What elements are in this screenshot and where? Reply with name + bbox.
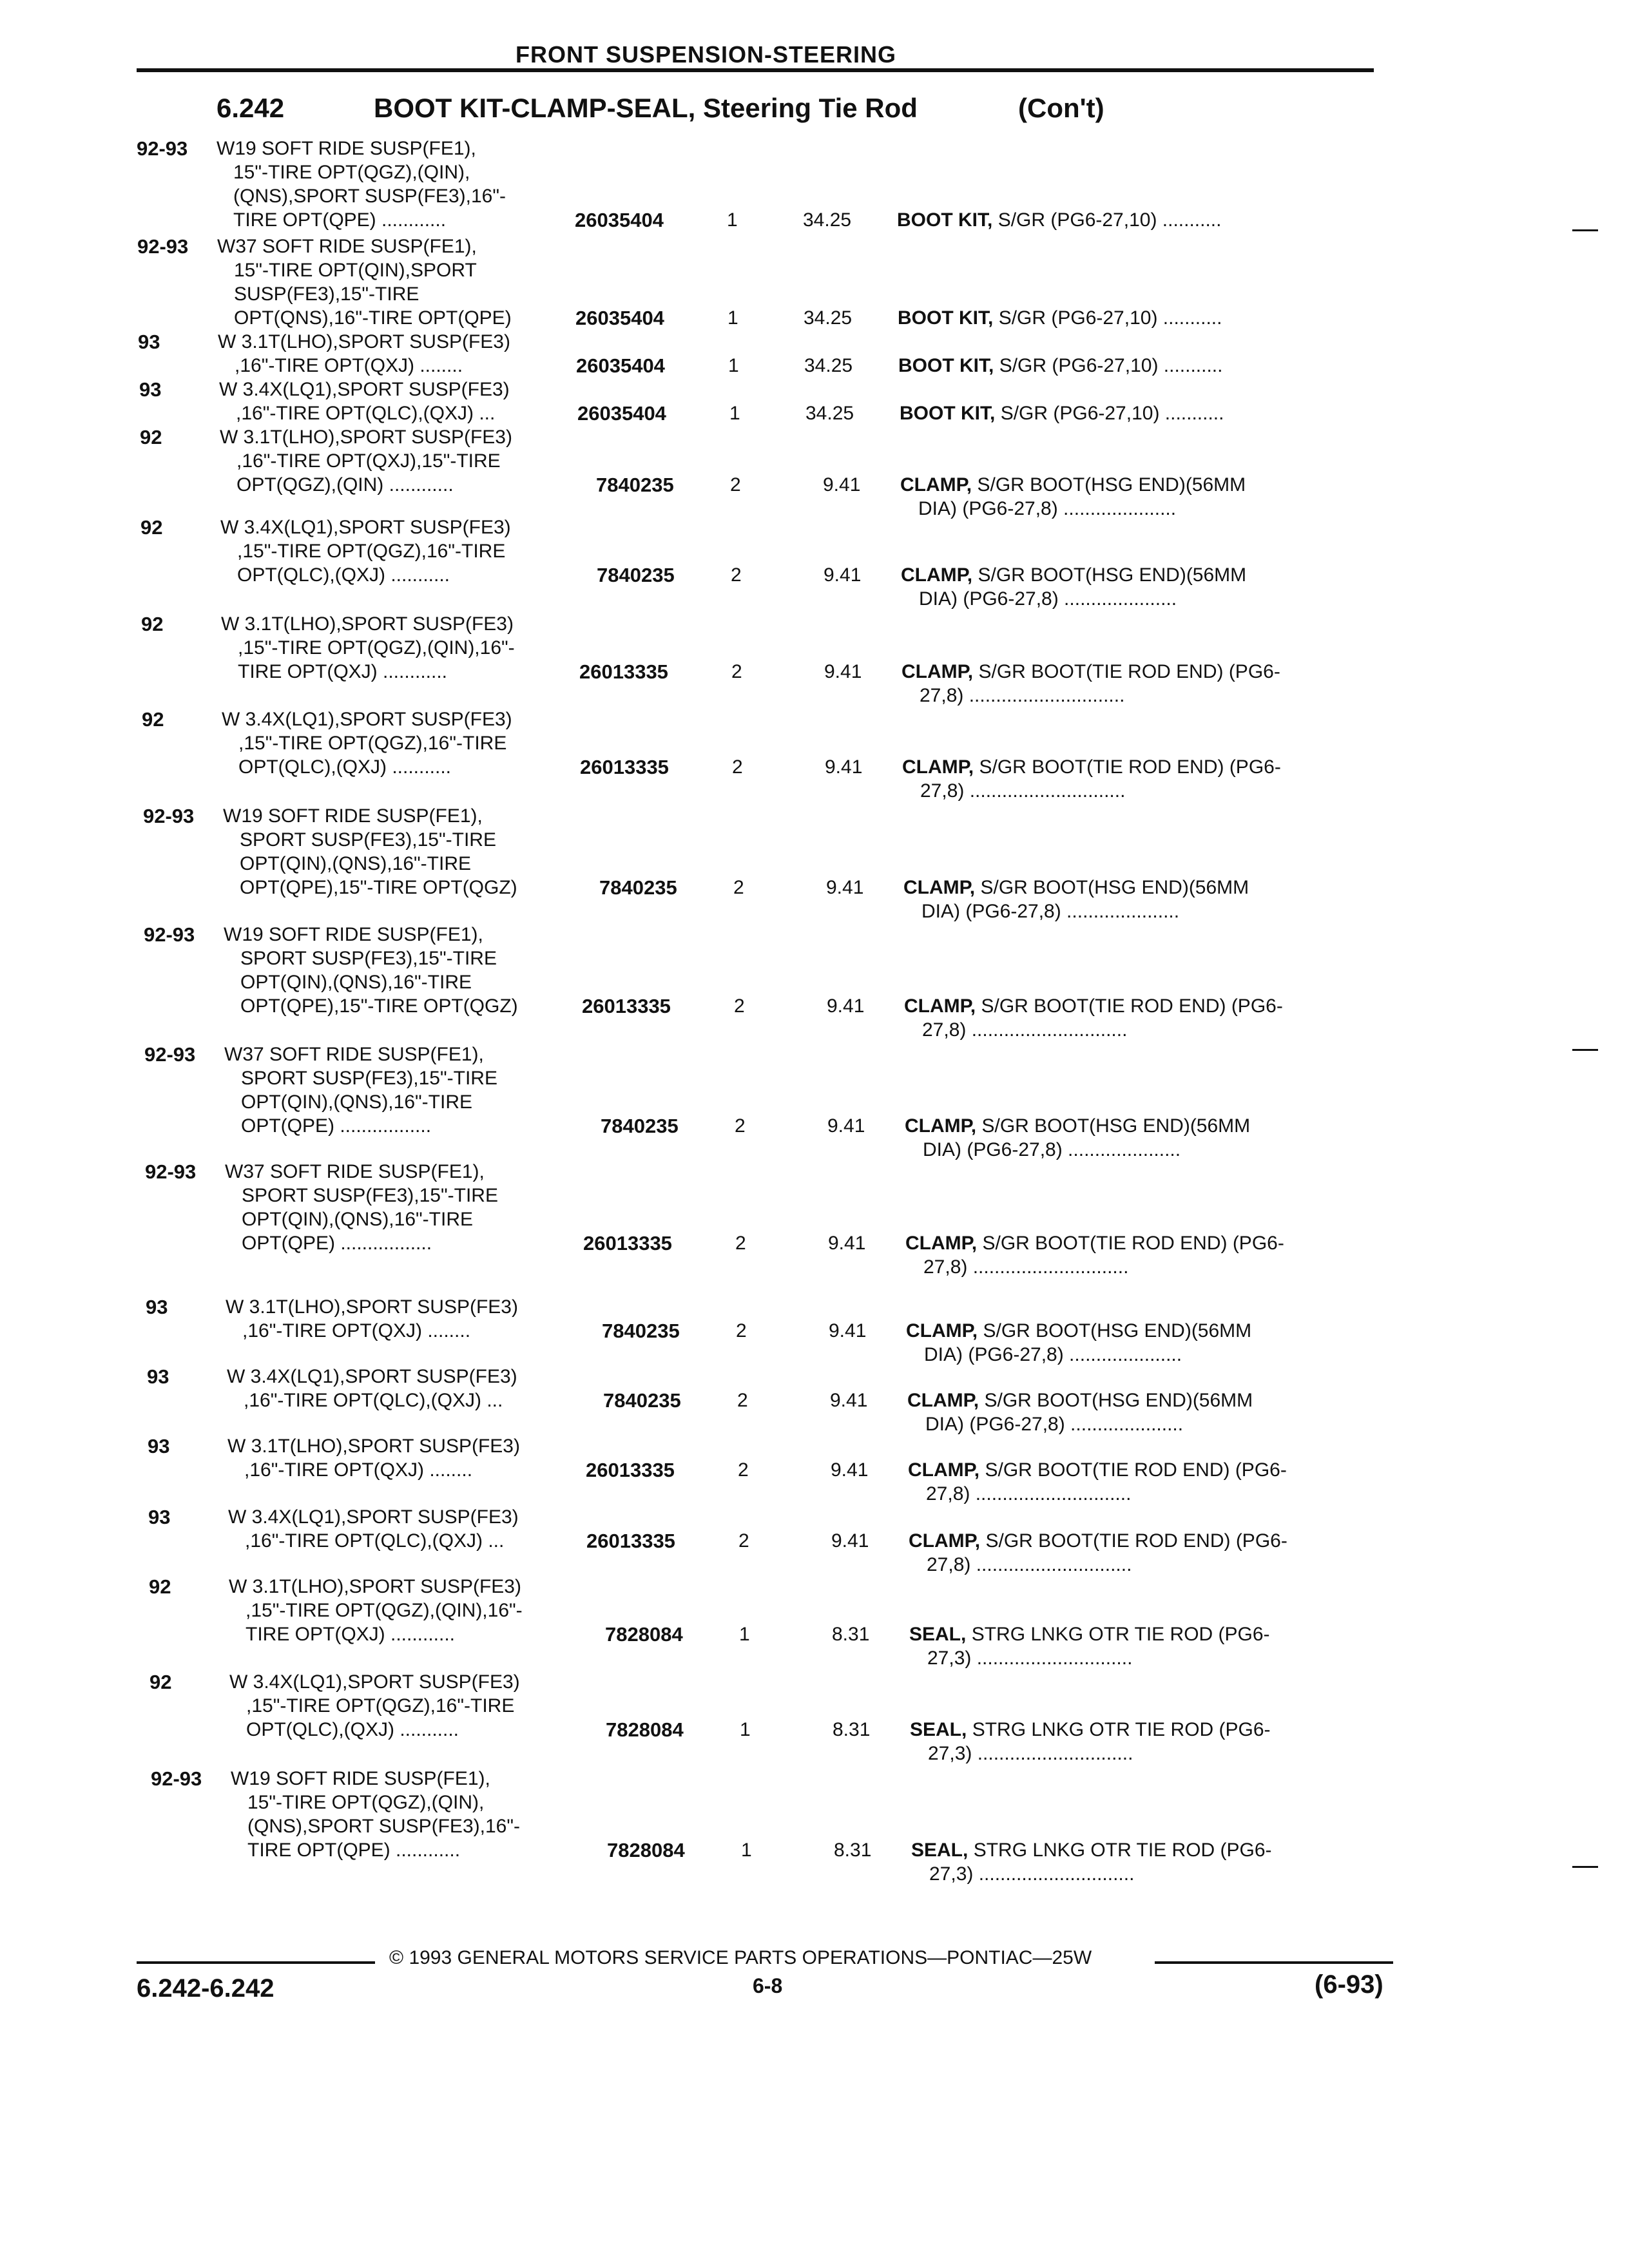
margin-mark (1572, 1049, 1598, 1051)
application-description-line: OPT(QLC),(QXJ) ........... (246, 1719, 459, 1740)
part-line (904, 994, 1283, 1019)
application-description-line: OPT(QPE),15"-TIRE OPT(QGZ) (240, 877, 517, 898)
application-description-line: ,16"-TIRE OPT(QLC),(QXJ) ... (236, 403, 496, 424)
quantity: 1 (727, 209, 738, 231)
part-line (901, 563, 1246, 588)
application-description-line: TIRE OPT(QPE) ............ (233, 209, 447, 231)
application-description-line: SUSP(FE3),15"-TIRE (234, 284, 419, 305)
application-description-line: W 3.4X(LQ1),SPORT SUSP(FE3) (227, 1366, 517, 1387)
application-description-line: OPT(QPE) ................. (241, 1115, 432, 1137)
application-description-line: W 3.1T(LHO),SPORT SUSP(FE3) (229, 1576, 521, 1597)
part-name: CLAMP, (906, 1320, 978, 1341)
part-line (905, 1114, 1250, 1139)
model-years: 92-93 (151, 1767, 202, 1790)
price: 9.41 (827, 995, 865, 1017)
part-line-continued: 27,3) ............................. (929, 1863, 1135, 1885)
footer-page-number: 6-8 (753, 1974, 783, 1997)
model-years: 92 (141, 613, 164, 635)
footer-date: (6-93) (1315, 1970, 1383, 1999)
application-description-line: OPT(QLC),(QXJ) ........... (237, 564, 450, 586)
part-number: 7840235 (603, 1389, 681, 1412)
price: 8.31 (833, 1719, 871, 1740)
price: 9.41 (831, 1530, 869, 1552)
part-number: 26035404 (577, 402, 666, 425)
price: 8.31 (832, 1624, 870, 1645)
part-line (906, 1319, 1251, 1343)
application-description-line: ,16"-TIRE OPT(QLC),(QXJ) ... (245, 1530, 505, 1552)
part-description: S/GR (PG6-27,10) ........... (998, 307, 1222, 329)
application-description-line: ,15"-TIRE OPT(QGZ),(QIN),16"- (238, 637, 515, 658)
price: 9.41 (823, 474, 861, 495)
application-description-line: ,15"-TIRE OPT(QGZ),(QIN),16"- (246, 1600, 523, 1621)
model-years: 92-93 (144, 923, 195, 946)
margin-mark (1572, 1866, 1598, 1868)
application-description-line: W 3.4X(LQ1),SPORT SUSP(FE3) (228, 1506, 519, 1528)
application-description-line: TIRE OPT(QPE) ............ (247, 1840, 461, 1861)
part-line (908, 1458, 1287, 1483)
model-years: 92-93 (144, 1043, 196, 1066)
part-description: S/GR (PG6-27,10) ........... (1000, 403, 1224, 424)
price: 9.41 (824, 661, 862, 682)
footer-copyright: © 1993 GENERAL MOTORS SERVICE PARTS OPERATIONS—PONTIAC—25W (389, 1947, 1092, 1968)
application-description-line: ,16"-TIRE OPT(QXJ) ........ (242, 1320, 471, 1341)
quantity: 2 (737, 1390, 748, 1411)
quantity: 2 (738, 1459, 749, 1481)
price: 9.41 (829, 1320, 867, 1341)
application-description-line: W37 SOFT RIDE SUSP(FE1), (225, 1161, 485, 1182)
part-line (907, 1389, 1253, 1413)
model-years: 93 (147, 1365, 169, 1388)
application-description-line: (QNS),SPORT SUSP(FE3),16"- (247, 1816, 520, 1837)
part-name: BOOT KIT, (897, 209, 993, 231)
quantity: 2 (732, 756, 743, 778)
application-description-line: 15"-TIRE OPT(QGZ),(QIN), (247, 1792, 485, 1813)
application-description-line: W19 SOFT RIDE SUSP(FE1), (231, 1768, 490, 1789)
part-name: BOOT KIT, (898, 307, 994, 329)
part-number: 7828084 (605, 1623, 683, 1646)
part-description: S/GR BOOT(TIE ROD END) (PG6- (985, 1459, 1287, 1481)
application-description-line: W 3.4X(LQ1),SPORT SUSP(FE3) (229, 1671, 520, 1693)
part-line-continued: 27,8) ............................. (926, 1483, 1132, 1504)
model-years: 93 (148, 1506, 171, 1528)
application-description-line: ,15"-TIRE OPT(QGZ),16"-TIRE (246, 1695, 515, 1716)
application-description-line: ,15"-TIRE OPT(QGZ),16"-TIRE (237, 541, 506, 562)
part-name: CLAMP, (907, 1390, 979, 1411)
quantity: 2 (731, 661, 742, 682)
part-description: S/GR BOOT(TIE ROD END) (PG6- (982, 1233, 1284, 1254)
model-years: 93 (146, 1296, 168, 1318)
application-description-line: TIRE OPT(QXJ) ............ (238, 661, 448, 682)
quantity: 2 (738, 1530, 749, 1552)
page-header-title: FRONT SUSPENSION-STEERING (516, 41, 897, 68)
application-description-line: OPT(QPE) ................. (242, 1233, 432, 1254)
part-number: 26013335 (579, 660, 668, 683)
quantity: 2 (734, 995, 745, 1017)
header-rule (137, 68, 1374, 72)
application-description-line: W 3.1T(LHO),SPORT SUSP(FE3) (227, 1436, 520, 1457)
part-number: 7840235 (596, 474, 674, 496)
part-name: CLAMP, (905, 1233, 978, 1254)
application-description-line: W19 SOFT RIDE SUSP(FE1), (217, 138, 476, 159)
part-description: S/GR BOOT(TIE ROD END) (PG6- (985, 1530, 1287, 1552)
application-description-line: W37 SOFT RIDE SUSP(FE1), (224, 1044, 484, 1065)
quantity: 2 (733, 877, 744, 898)
application-description-line: W19 SOFT RIDE SUSP(FE1), (224, 924, 483, 945)
price: 34.25 (803, 209, 852, 231)
model-years: 92-93 (137, 235, 189, 258)
application-description-line: OPT(QIN),(QNS),16"-TIRE (241, 1091, 472, 1113)
price: 9.41 (826, 877, 864, 898)
application-description-line: 15"-TIRE OPT(QGZ),(QIN), (233, 162, 470, 183)
part-name: SEAL, (910, 1719, 967, 1740)
model-years: 92-93 (137, 137, 188, 160)
part-name: CLAMP, (901, 661, 974, 682)
application-description-line: ,16"-TIRE OPT(QXJ),15"-TIRE (236, 450, 501, 472)
application-description-line: ,15"-TIRE OPT(QGZ),16"-TIRE (238, 733, 507, 754)
part-line (900, 473, 1246, 497)
part-description: S/GR BOOT(HSG END)(56MM (977, 474, 1246, 495)
part-name: BOOT KIT, (900, 403, 996, 424)
price: 9.41 (824, 564, 862, 586)
price: 34.25 (805, 403, 854, 424)
model-years: 92-93 (145, 1160, 197, 1183)
quantity: 1 (740, 1719, 751, 1740)
part-number: 7828084 (607, 1839, 685, 1861)
application-description-line: OPT(QLC),(QXJ) ........... (238, 756, 452, 778)
part-line (901, 660, 1280, 684)
part-description: S/GR (PG6-27,10) ........... (999, 355, 1223, 376)
quantity: 2 (736, 1320, 747, 1341)
part-description: STRG LNKG OTR TIE ROD (PG6- (971, 1624, 1270, 1645)
part-line-continued: DIA) (PG6-27,8) ..................... (923, 1139, 1181, 1160)
part-description: STRG LNKG OTR TIE ROD (PG6- (972, 1719, 1271, 1740)
part-number: 26013335 (586, 1459, 675, 1481)
part-name: CLAMP, (902, 756, 974, 778)
application-description-line: W 3.1T(LHO),SPORT SUSP(FE3) (221, 613, 514, 635)
part-name: CLAMP, (900, 474, 972, 495)
model-years: 92 (140, 426, 162, 448)
application-description-line: W 3.4X(LQ1),SPORT SUSP(FE3) (219, 379, 510, 400)
application-description-line: (QNS),SPORT SUSP(FE3),16"- (233, 186, 506, 207)
section-note: (Con't) (1018, 93, 1104, 123)
part-line-continued: 27,8) ............................. (927, 1554, 1132, 1575)
model-years: 92 (140, 516, 163, 539)
part-description: S/GR BOOT(HSG END)(56MM (983, 1320, 1252, 1341)
model-years: 92-93 (143, 805, 195, 827)
part-description: S/GR BOOT(HSG END)(56MM (981, 1115, 1251, 1137)
application-description-line: SPORT SUSP(FE3),15"-TIRE (242, 1185, 498, 1206)
part-number: 26035404 (575, 307, 664, 329)
application-description-line: OPT(QIN),(QNS),16"-TIRE (242, 1209, 473, 1230)
part-line-continued: DIA) (PG6-27,8) ..................... (925, 1414, 1184, 1435)
part-line (909, 1622, 1270, 1647)
part-number: 26013335 (583, 1232, 672, 1254)
model-years: 92 (149, 1671, 172, 1693)
price: 8.31 (834, 1840, 872, 1861)
section-title: BOOT KIT-CLAMP-SEAL, Steering Tie Rod (374, 93, 918, 123)
price: 9.41 (830, 1390, 868, 1411)
section-number: 6.242 (217, 93, 285, 123)
quantity: 2 (731, 564, 742, 586)
part-number: 7840235 (597, 564, 675, 586)
part-line (905, 1231, 1284, 1256)
application-description-line: W 3.4X(LQ1),SPORT SUSP(FE3) (220, 517, 511, 538)
part-number: 26013335 (580, 756, 669, 778)
application-description-line: W19 SOFT RIDE SUSP(FE1), (223, 805, 483, 827)
footer-rule-right (1155, 1961, 1393, 1964)
quantity: 2 (735, 1233, 746, 1254)
application-description-line: OPT(QNS),16"-TIRE OPT(QPE) (234, 307, 512, 329)
part-number: 26013335 (586, 1530, 675, 1552)
model-years: 92 (149, 1575, 171, 1598)
application-description-line: W 3.4X(LQ1),SPORT SUSP(FE3) (222, 709, 512, 730)
model-years: 93 (148, 1435, 170, 1457)
part-line-continued: 27,8) ............................. (923, 1256, 1129, 1278)
part-line (910, 1718, 1271, 1742)
part-number: 7840235 (602, 1320, 680, 1342)
part-name: CLAMP, (901, 564, 973, 586)
application-description-line: 15"-TIRE OPT(QIN),SPORT (234, 260, 477, 281)
part-line-continued: 27,3) ............................. (927, 1648, 1133, 1669)
application-description-line: SPORT SUSP(FE3),15"-TIRE (240, 948, 497, 969)
price: 9.41 (828, 1233, 866, 1254)
application-description-line: TIRE OPT(QXJ) ............ (246, 1624, 456, 1645)
part-name: BOOT KIT, (898, 355, 994, 376)
application-description-line: SPORT SUSP(FE3),15"-TIRE (241, 1068, 497, 1089)
quantity: 1 (728, 307, 738, 329)
part-description: S/GR BOOT(TIE ROD END) (PG6- (981, 995, 1283, 1017)
footer-range: 6.242-6.242 (137, 1974, 275, 2003)
part-number: 7828084 (606, 1718, 684, 1741)
application-description-line: OPT(QIN),(QNS),16"-TIRE (240, 972, 472, 993)
application-description-line: W 3.1T(LHO),SPORT SUSP(FE3) (220, 427, 512, 448)
part-number: 7840235 (601, 1115, 679, 1137)
part-line (911, 1838, 1272, 1863)
part-description: S/GR BOOT(TIE ROD END) (PG6- (979, 756, 1281, 778)
quantity: 2 (735, 1115, 746, 1137)
part-description: S/GR BOOT(HSG END)(56MM (978, 564, 1247, 586)
part-description: S/GR BOOT(HSG END)(56MM (980, 877, 1249, 898)
application-description-line: OPT(QIN),(QNS),16"-TIRE (240, 853, 471, 874)
application-description-line: ,16"-TIRE OPT(QXJ) ........ (235, 355, 463, 376)
part-line (902, 755, 1281, 780)
part-name: SEAL, (911, 1840, 969, 1861)
part-line-continued: 27,8) ............................. (920, 685, 1125, 706)
part-line-continued: DIA) (PG6-27,8) ..................... (921, 901, 1180, 922)
part-number: 26013335 (582, 995, 671, 1017)
part-line-continued: DIA) (PG6-27,8) ..................... (919, 588, 1177, 610)
part-name: CLAMP, (903, 877, 976, 898)
part-description: S/GR BOOT(TIE ROD END) (PG6- (978, 661, 1280, 682)
price: 34.25 (804, 355, 853, 376)
part-name: SEAL, (909, 1624, 967, 1645)
part-line (900, 401, 1224, 426)
application-description-line: ,16"-TIRE OPT(QXJ) ........ (244, 1459, 473, 1481)
application-description-line: W 3.1T(LHO),SPORT SUSP(FE3) (226, 1296, 518, 1318)
part-line (903, 876, 1249, 900)
part-line-continued: 27,8) ............................. (920, 780, 1126, 802)
part-line-continued: 27,8) ............................. (922, 1019, 1128, 1041)
price: 9.41 (831, 1459, 869, 1481)
margin-mark (1572, 229, 1598, 231)
part-name: CLAMP, (905, 1115, 977, 1137)
part-line (909, 1529, 1287, 1553)
part-name: CLAMP, (908, 1459, 980, 1481)
quantity: 1 (739, 1624, 750, 1645)
application-description-line: W 3.1T(LHO),SPORT SUSP(FE3) (218, 331, 510, 352)
part-description: S/GR BOOT(HSG END)(56MM (984, 1390, 1253, 1411)
quantity: 1 (741, 1840, 752, 1861)
quantity: 1 (728, 355, 739, 376)
application-description-line: OPT(QPE),15"-TIRE OPT(QGZ) (240, 995, 518, 1017)
footer-rule-left (137, 1961, 375, 1964)
part-description: STRG LNKG OTR TIE ROD (PG6- (973, 1840, 1272, 1861)
part-number: 26035404 (575, 209, 664, 231)
model-years: 93 (139, 378, 162, 401)
part-line (897, 208, 1221, 233)
quantity: 2 (730, 474, 741, 495)
application-description-line: SPORT SUSP(FE3),15"-TIRE (240, 829, 496, 850)
part-description: S/GR (PG6-27,10) ........... (998, 209, 1222, 231)
part-line (898, 306, 1222, 331)
model-years: 92 (142, 708, 164, 731)
part-name: CLAMP, (909, 1530, 981, 1552)
part-line-continued: 27,3) ............................. (928, 1743, 1133, 1764)
application-description-line: W37 SOFT RIDE SUSP(FE1), (217, 236, 477, 257)
application-description-line: OPT(QGZ),(QIN) ............ (236, 474, 454, 495)
part-line (898, 354, 1222, 378)
price: 9.41 (827, 1115, 865, 1137)
part-number: 7840235 (599, 876, 677, 899)
part-number: 26035404 (576, 354, 665, 377)
price: 34.25 (804, 307, 853, 329)
part-line-continued: DIA) (PG6-27,8) ..................... (918, 498, 1177, 519)
part-name: CLAMP, (904, 995, 976, 1017)
price: 9.41 (825, 756, 863, 778)
application-description-line: ,16"-TIRE OPT(QLC),(QXJ) ... (244, 1390, 503, 1411)
part-line-continued: DIA) (PG6-27,8) ..................... (924, 1344, 1182, 1365)
quantity: 1 (729, 403, 740, 424)
model-years: 93 (138, 331, 160, 353)
